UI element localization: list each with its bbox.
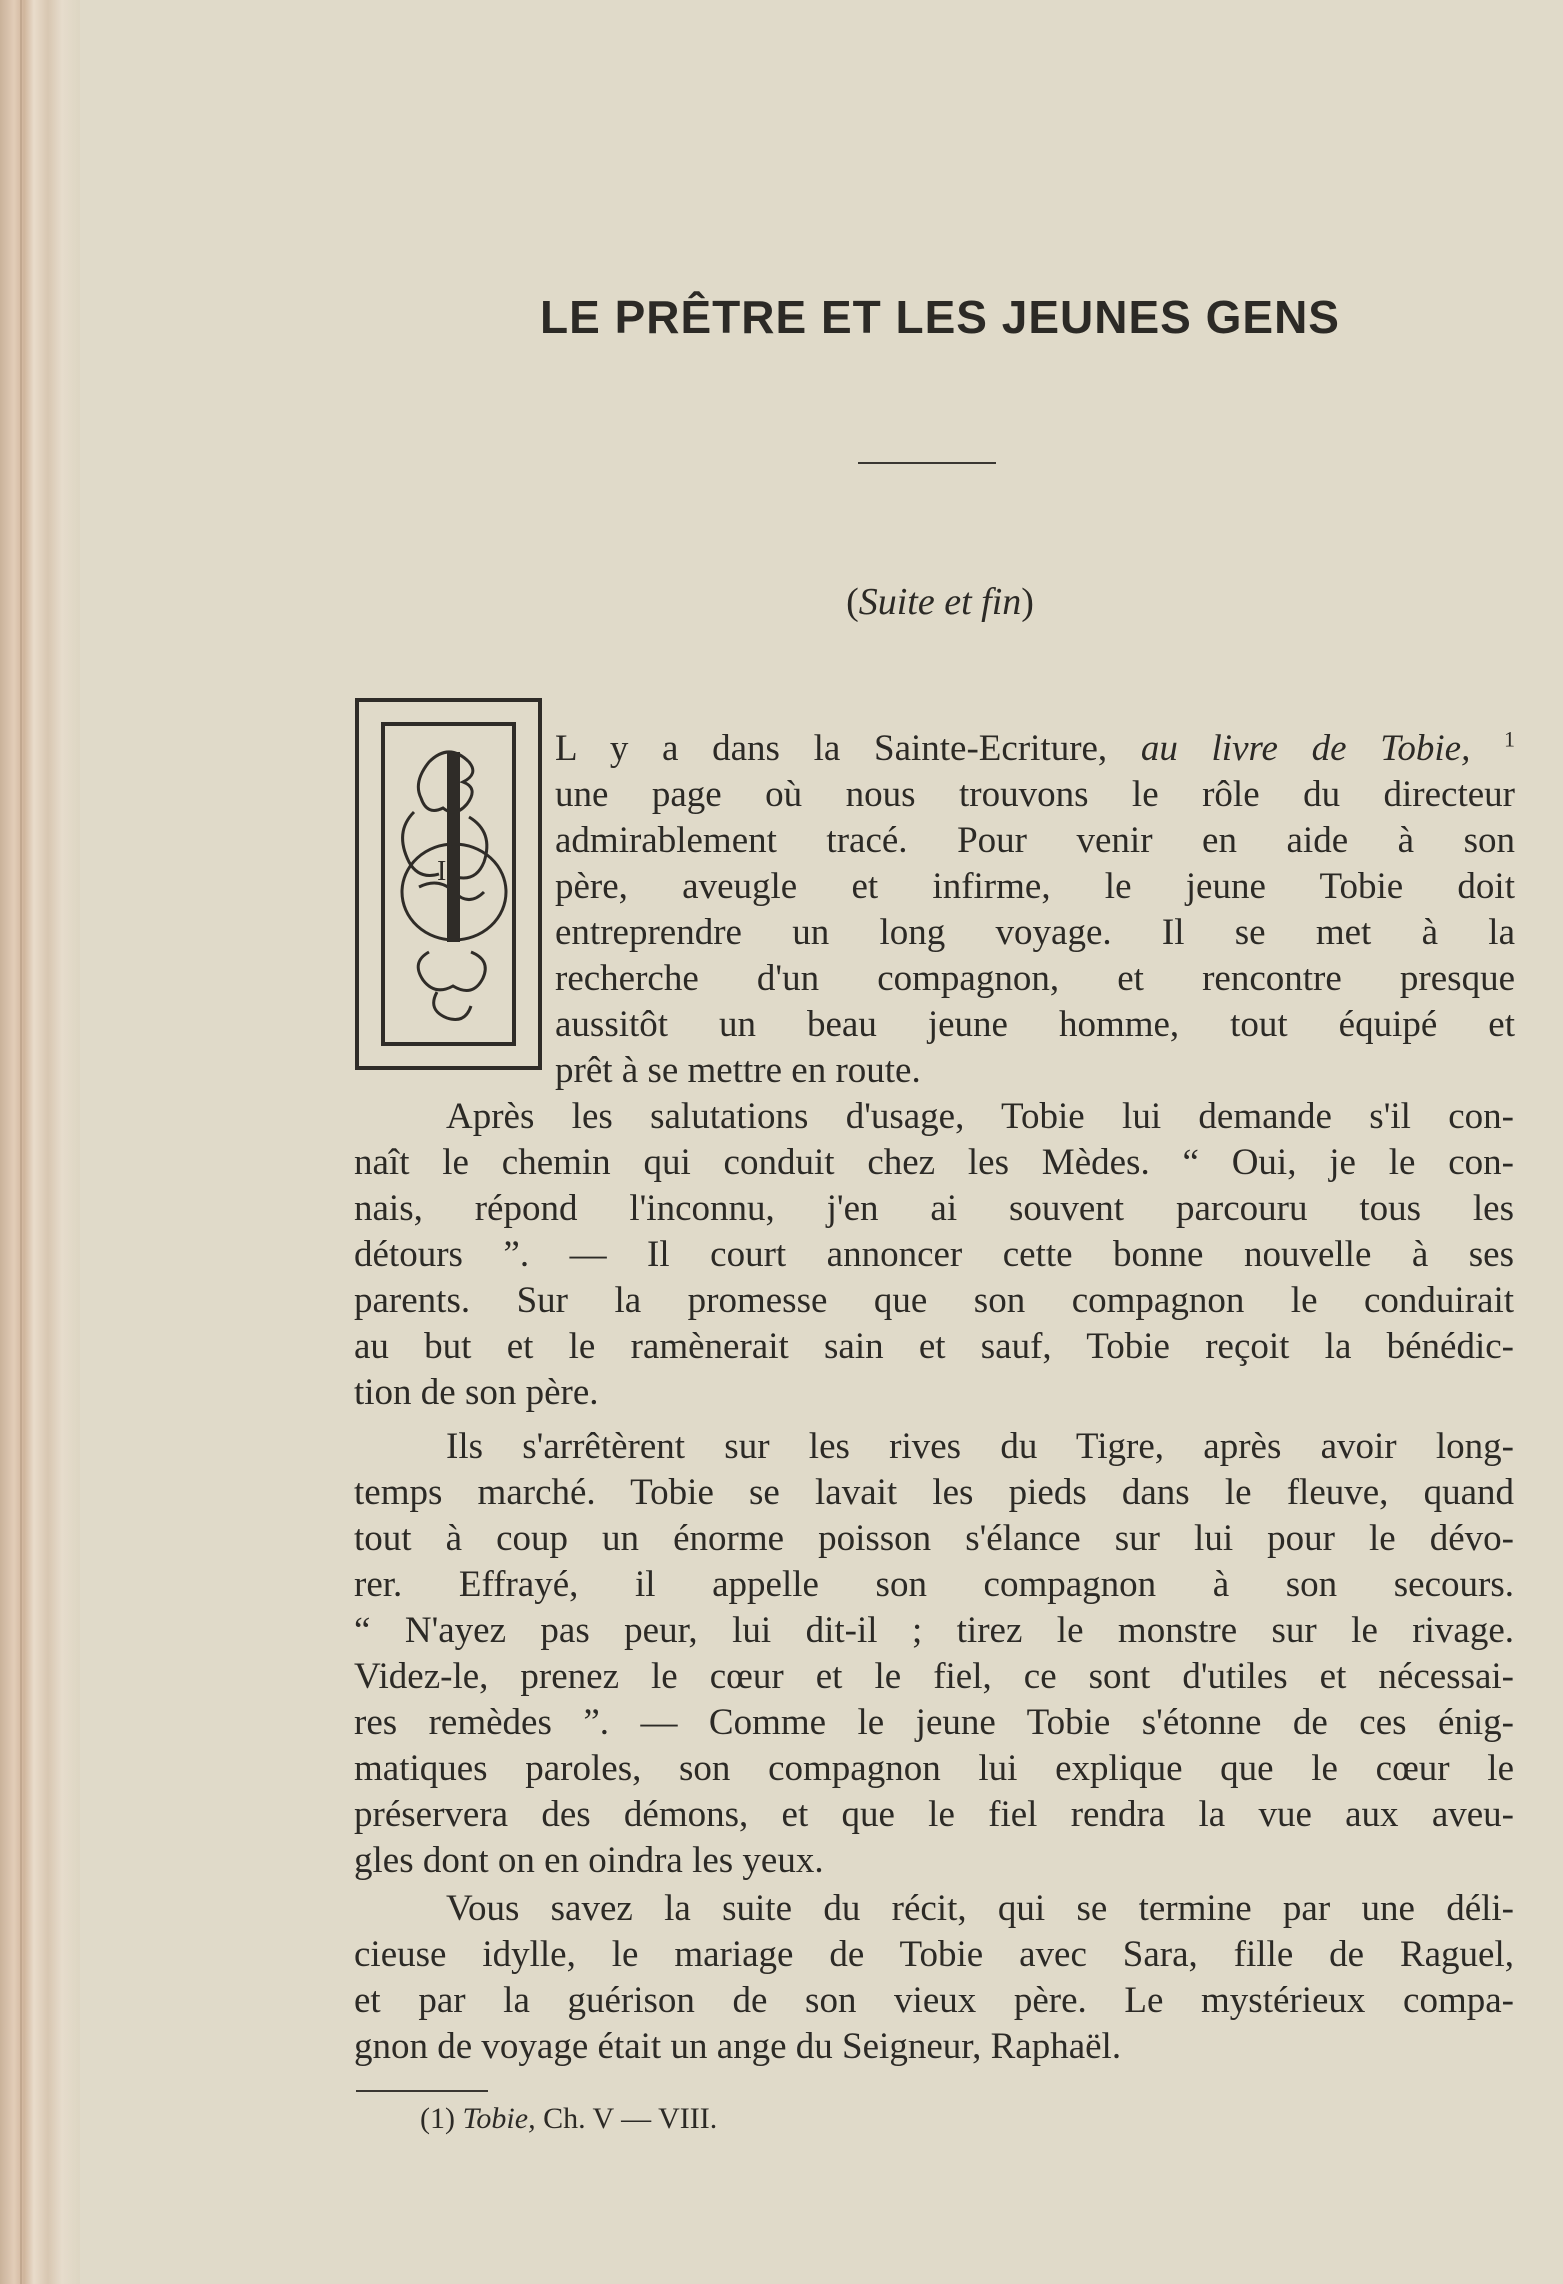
text-line: entreprendre un long voyage. Il se met à la: [555, 912, 1515, 953]
footnote-book: Tobie,: [462, 2102, 536, 2135]
subtitle-close-paren: ): [1021, 581, 1034, 623]
footnote-marker: 1: [1504, 726, 1515, 752]
text-line: préservera des démons, et que le fiel rendra la vue aux aveu-: [354, 1794, 1514, 1835]
text-line: admirablement tracé. Pour venir en aide à son: [555, 820, 1515, 861]
text-line: détours ”. — Il court annoncer cette bonne nouvelle à ses: [354, 1234, 1514, 1275]
text-line: père, aveugle et infirme, le jeune Tobie doit: [555, 866, 1515, 907]
text-line: et par la guérison de son vieux père. Le mystérieux compa-: [354, 1980, 1514, 2021]
paragraph-3: [354, 1424, 1514, 1884]
footnote-divider: [356, 2090, 488, 2092]
subtitle-open-paren: (: [846, 581, 859, 623]
book-reference: au livre de Tobie,: [1140, 728, 1471, 769]
title-divider: [858, 462, 996, 464]
text-line: parents. Sur la promesse que son compagnon le conduirait: [354, 1280, 1514, 1321]
text-line: naît le chemin qui conduit chez les Mèdes. “ Oui, je le con-: [354, 1142, 1514, 1183]
paragraph-1: [555, 726, 1515, 1094]
footnote-number: (1): [420, 2102, 455, 2135]
text-line: une page où nous trouvons le rôle du directeur: [555, 774, 1515, 815]
paragraph-4: [354, 1886, 1514, 2070]
paragraph-1-opening: L y a dans la Sainte-Ecriture,: [555, 728, 1141, 769]
text-line: “ N'ayez pas peur, lui dit-il ; tirez le monstre sur le rivage.: [354, 1610, 1514, 1651]
text-line: Vous savez la suite du récit, qui se termine par une déli-: [446, 1888, 1514, 1929]
text-line: prêt à se mettre en route.: [555, 1050, 921, 1091]
text-line: aussitôt un beau jeune homme, tout équipé et: [555, 1004, 1515, 1045]
drop-cap-letter: I: [437, 856, 447, 887]
book-spine: [0, 0, 80, 2284]
text-line: gles dont on en oindra les yeux.: [354, 1840, 824, 1881]
paragraph-1-line-1: [555, 726, 1515, 772]
footnote: [420, 2102, 920, 2136]
text-line: rer. Effrayé, il appelle son compagnon à son secours.: [354, 1564, 1514, 1605]
article-subtitle: [700, 580, 1180, 624]
drop-cap-ornament: [355, 698, 542, 1070]
text-line: au but et le ramènerait sain et sauf, Tobie reçoit la bénédic-: [354, 1326, 1514, 1367]
subtitle-text: Suite et fin: [858, 581, 1022, 623]
text-line: Videz-le, prenez le cœur et le fiel, ce sont d'utiles et nécessai-: [354, 1656, 1514, 1697]
text-line: cieuse idylle, le mariage de Tobie avec Sara, fille de Raguel,: [354, 1934, 1514, 1975]
text-line: temps marché. Tobie se lavait les pieds dans le fleuve, quand: [354, 1472, 1514, 1513]
text-line: nais, répond l'inconnu, j'en ai souvent parcouru tous les: [354, 1188, 1514, 1229]
text-line: res remèdes ”. — Comme le jeune Tobie s'étonne de ces énig-: [354, 1702, 1514, 1743]
text-line: Après les salutations d'usage, Tobie lui demande s'il con-: [446, 1096, 1514, 1137]
text-line: Ils s'arrêtèrent sur les rives du Tigre, après avoir long-: [446, 1426, 1514, 1467]
text-line: tion de son père.: [354, 1372, 599, 1413]
footnote-chapters: Ch. V — VIII.: [543, 2102, 718, 2135]
text-line: tout à coup un énorme poisson s'élance sur lui pour le dévo-: [354, 1518, 1514, 1559]
drop-cap-illustration: [359, 702, 538, 1066]
paragraph-2: [354, 1094, 1514, 1416]
text-line: recherche d'un compagnon, et rencontre presque: [555, 958, 1515, 999]
article-title: LE PRÊTRE ET LES JEUNES GENS: [540, 291, 1340, 343]
text-line: matiques paroles, son compagnon lui explique que le cœur le: [354, 1748, 1514, 1789]
text-line: gnon de voyage était un ange du Seigneur, Raphaël.: [354, 2026, 1122, 2067]
